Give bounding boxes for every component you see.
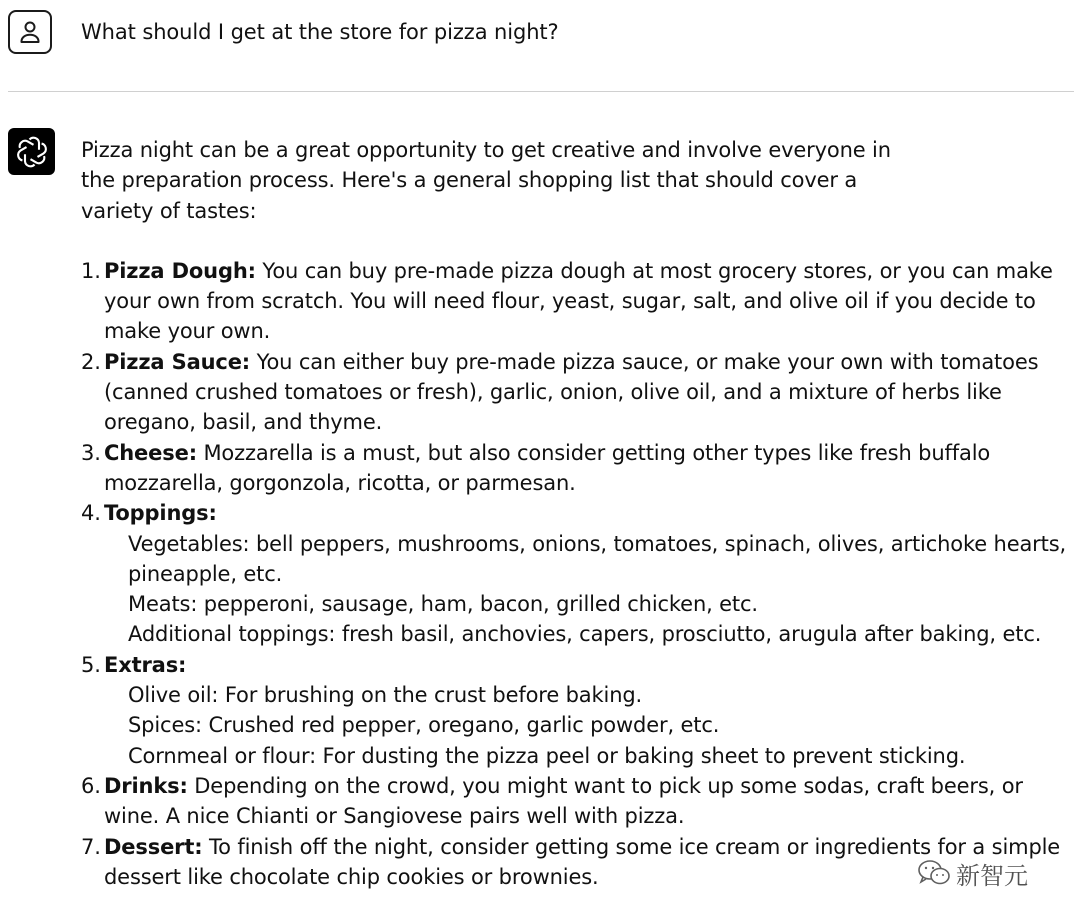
list-item-number: 3.: [81, 440, 101, 465]
shopping-list: [81, 256, 1076, 892]
sub-item: Spices: Crushed red pepper, oregano, garlic powder, etc.: [128, 713, 720, 738]
list-item-number: 4.: [81, 501, 101, 526]
sub-item: Meats: pepperoni, sausage, ham, bacon, grilled chicken, etc.: [128, 592, 758, 617]
list-item-title: Toppings:: [104, 501, 217, 526]
assistant-intro: Pizza night can be a great opportunity to get creative and involve everyone in the preparation process. Here's a general shopping list that should cover a variety of tastes:: [81, 138, 891, 223]
list-item-number: 5.: [81, 652, 101, 677]
sub-item: Cornmeal or flour: For dusting the pizza peel or baking sheet to prevent sticking.: [128, 743, 966, 768]
assistant-message: [81, 135, 1076, 892]
list-item-title: Dessert:: [104, 834, 203, 859]
message-divider: [8, 91, 1074, 92]
list-item: [81, 650, 1076, 771]
openai-logo-icon: [8, 128, 55, 175]
list-item-number: 7.: [81, 834, 101, 859]
list-item-text: Depending on the crowd, you might want to pick up some sodas, craft beers, or wine. A nice Chianti or Sangiovese pairs well with pizza.: [104, 773, 1023, 829]
list-item-title: Cheese:: [104, 440, 197, 465]
user-message: [0, 0, 1080, 92]
user-question-text: What should I get at the store for pizza night?: [81, 20, 559, 44]
sub-item: Additional toppings: fresh basil, anchovies, capers, prosciutto, arugula after baking, etc.: [128, 622, 1042, 647]
list-item-title: Pizza Dough:: [104, 258, 256, 283]
user-avatar-icon: [8, 10, 52, 54]
list-item-text: You can buy pre-made pizza dough at most grocery stores, or you can make your own from scratch. You will need flour, yeast, sugar, salt, and olive oil if you decide to make your own.: [104, 258, 1053, 344]
list-item-title: Drinks:: [104, 773, 188, 798]
watermark-text: 新智元: [956, 861, 1028, 890]
list-item-number: 6.: [81, 773, 101, 798]
list-item-number: 1.: [81, 258, 101, 283]
list-item-number: 2.: [81, 349, 101, 374]
sub-item: Olive oil: For brushing on the crust before baking.: [128, 683, 643, 708]
list-item-text: To finish off the night, consider getting some ice cream or ingredients for a simple dessert like chocolate chip cookies or brownies.: [104, 834, 1061, 889]
list-item-title: Pizza Sauce:: [104, 349, 251, 374]
list-item: [81, 438, 1076, 499]
list-item-text: Mozzarella is a must, but also consider getting other types like fresh buffalo mozzarella, gorgonzola, ricotta, or parmesan.: [104, 440, 991, 495]
list-item: [81, 771, 1076, 832]
list-item: [81, 347, 1076, 438]
list-item-text: You can either buy pre-made pizza sauce, or make your own with tomatoes (canned crushed tomatoes or fresh), garlic, onion, olive oil, and a mixture of herbs like oregano, basil, and thyme.: [104, 349, 1039, 435]
list-item: [81, 256, 1076, 347]
sub-item: Vegetables: bell peppers, mushrooms, onions, tomatoes, spinach, olives, artichoke hearts, pineapple, etc.: [128, 531, 1067, 586]
list-item-title: Extras:: [104, 652, 187, 677]
watermark: [916, 855, 1028, 891]
list-item: [81, 498, 1076, 649]
wechat-icon: [916, 855, 952, 891]
